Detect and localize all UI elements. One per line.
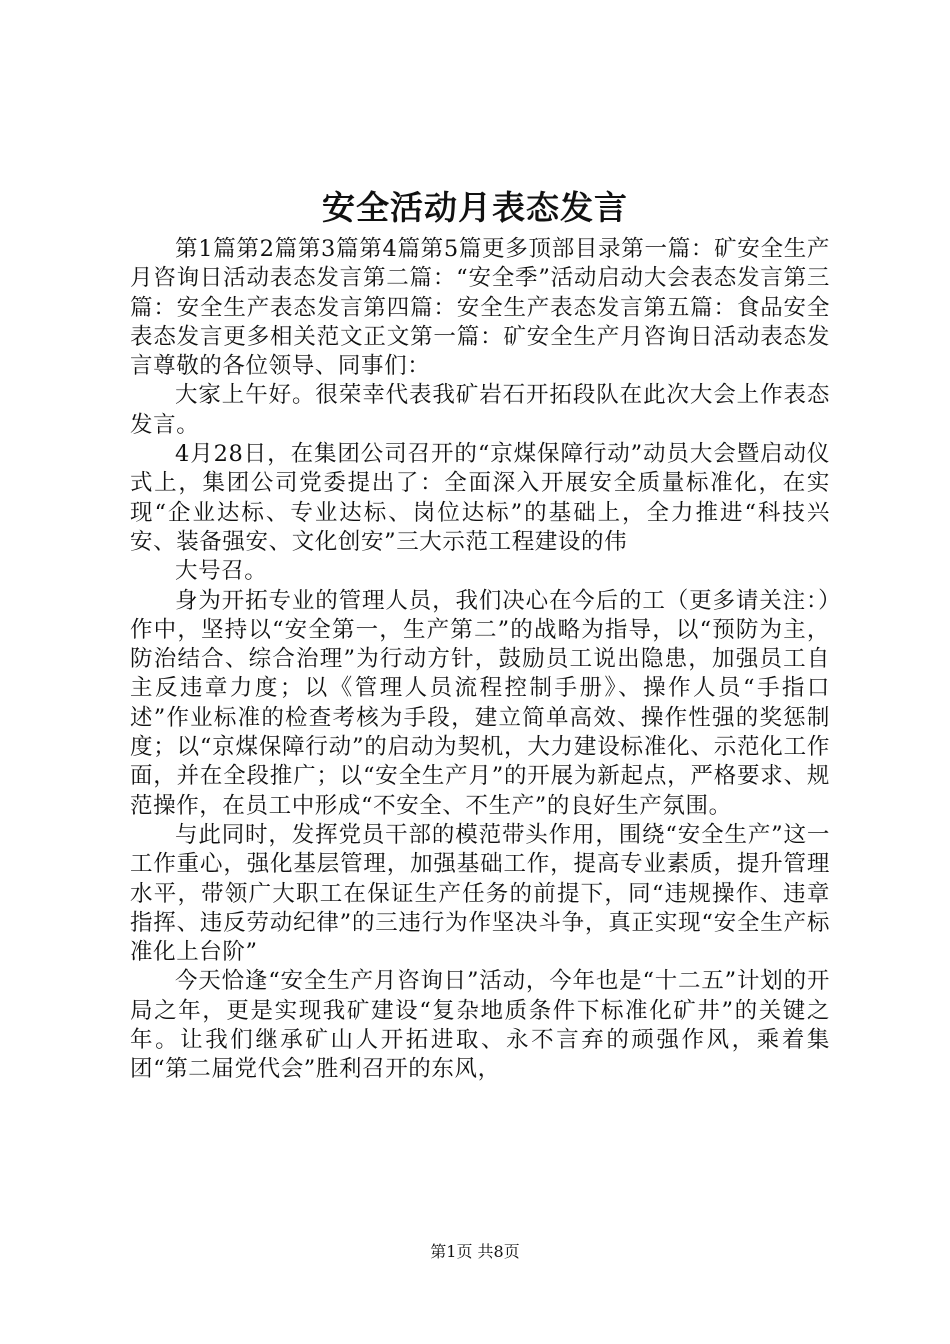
document-body bbox=[130, 235, 830, 1085]
paragraph-call: 大号召。 bbox=[175, 558, 268, 585]
paragraph-party-role: 与此同时，发挥党员干部的模范带头作用，围绕“安全生产”这一工作重心，强化基层管理，加强基础工作，提高专业素质，提升管理水平，带领广大职工在保证生产任务的前提下，同“违规操作、违章指挥、违反劳动纪律”的三违行为作坚决斗争，真正实现“安全生产标准化上台阶” bbox=[130, 821, 830, 966]
paragraph-commitment: 身为开拓专业的管理人员，我们决心在今后的工（更多请关注：）作中，坚持以“安全第一，生产第二”的战略为指导，以“预防为主，防治结合、综合治理”为行动方针，鼓励员工说出隐患，加强员工自主反违章力度；以《管理人员流程控制手册》、操作人员“手指口述”作业标准的检查考核为手段，建立简单高效、操作性强的奖惩制度；以“京煤保障行动”的启动为契机，大力建设标准化、示范化工作面，并在全段推广；以“安全生产月”的开展为新起点，严格要求、规范操作，在员工中形成“不安全、不生产”的良好生产氛围。 bbox=[130, 587, 830, 819]
paragraph-greeting: 大家上午好。很荣幸代表我矿岩石开拓段队在此次大会上作表态发言。 bbox=[130, 382, 830, 438]
page-footer: 第1页 共8页 bbox=[430, 1242, 520, 1261]
document-title: 安全活动月表态发言 bbox=[322, 188, 628, 227]
paragraph-toc: 第1篇第2篇第3篇第4篇第5篇更多顶部目录第一篇：矿安全生产月咨询日活动表态发言第二篇：“安全季”活动启动大会表态发言第三篇：安全生产表态发言第四篇：安全生产表态发言第五篇：食品安全表态发言更多相关范文正文第一篇：矿安全生产月咨询日活动表态发言尊敬的各位领导、同事们： bbox=[130, 236, 830, 380]
paragraph-april-28: 4月28日，在集团公司召开的“京煤保障行动”动员大会暨启动仪式上，集团公司党委提出了：全面深入开展安全质量标准化，在实现“企业达标、专业达标、岗位达标”的基础上，全力推进“科技兴安、装备强安、文化创安”三大示范工程建设的伟 bbox=[130, 441, 830, 555]
paragraph-consult-day: 今天恰逢“安全生产月咨询日”活动，今年也是“十二五”计划的开局之年，更是实现我矿建设“复杂地质条件下标准化矿井”的关键之年。让我们继承矿山人开拓进取、永不言弃的顽强作风，乘着集团“第二届党代会”胜利召开的东风， bbox=[130, 968, 830, 1083]
